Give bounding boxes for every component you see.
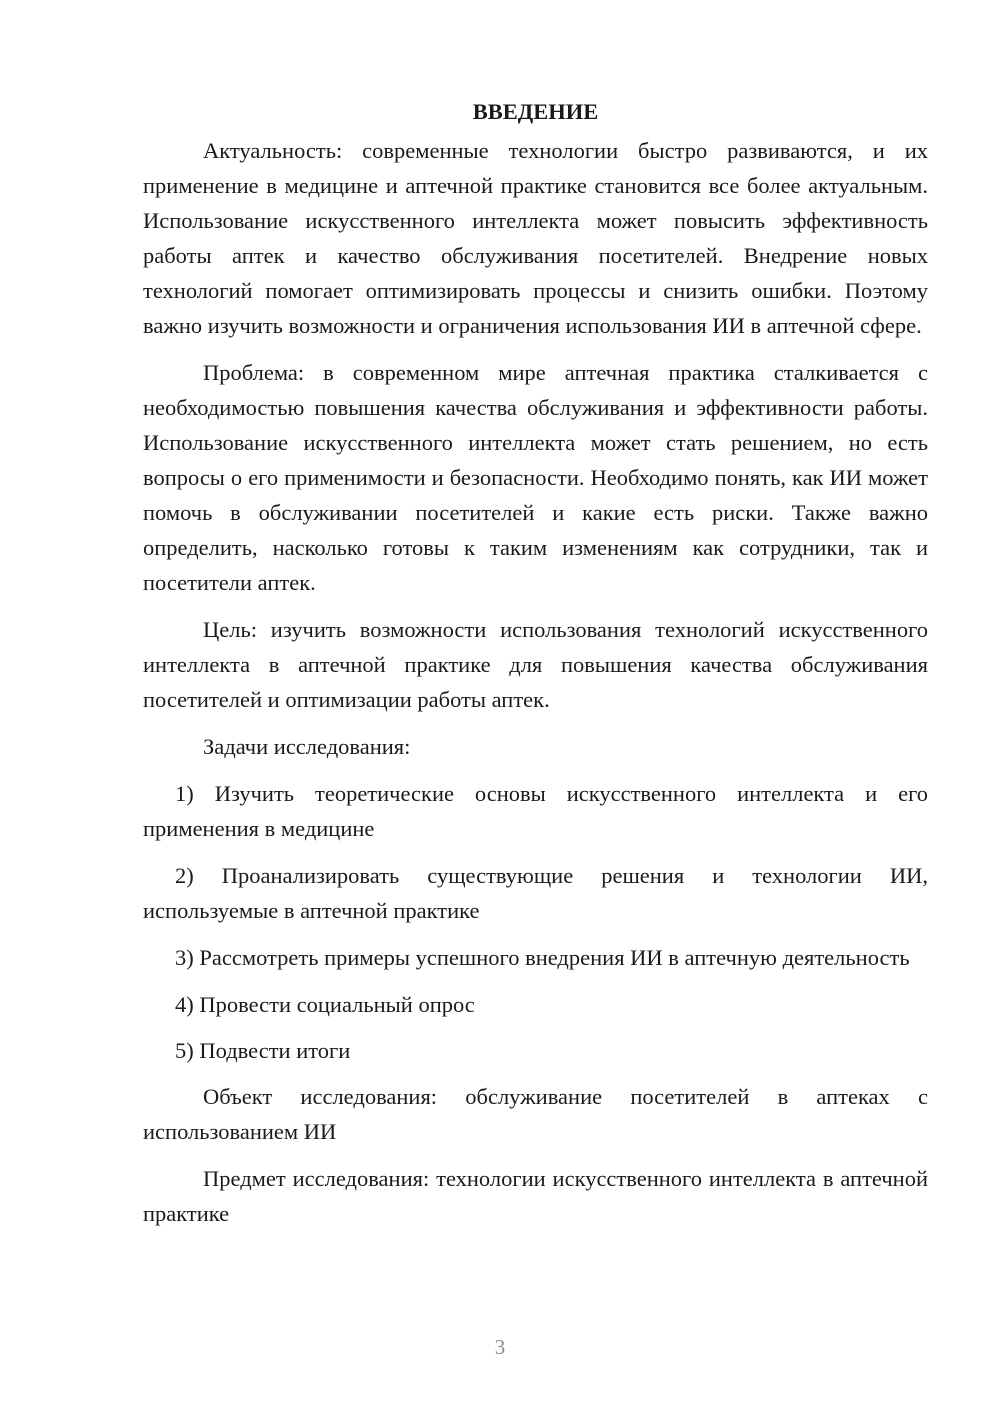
task-item-1: 1) Изучить теоретические основы искусственного интеллекта и его применения в медицине [143, 781, 928, 841]
task-item-5: 5) Подвести итоги [175, 1038, 351, 1063]
paragraph-goal: Цель: изучить возможности использования технологий искусственного интеллекта в аптечной практике для повышения качества обслуживания посетителей и оптимизации работы аптек. [143, 617, 928, 712]
paragraph-relevance: Актуальность: современные технологии быстро развиваются, и их применение в медицине и аптечной практике становится все более актуальным. Использование искусственного интеллекта может повысить эффективность работы аптек и качество обслуживания посетителей. Внедрение новых технологий помогает оптимизировать процессы и снизить ошибки. Поэтому важно изучить возможности и ограничения использования ИИ в аптечной сфере. [143, 138, 928, 338]
page-number: 3 [494, 1335, 506, 1359]
paragraph-problem: Проблема: в современном мире аптечная практика сталкивается с необходимостью повышения качества обслуживания и эффективности работы. Использование искусственного интеллекта может стать решением, но есть вопросы о его применимости и безопасности. Необходимо понять, как ИИ может помочь в обслуживании посетителей и какие есть риски. Также важно определить, насколько готовы к таким изменениям как сотрудники, так и посетители аптек. [143, 360, 928, 595]
task-item-3: 3) Рассмотреть примеры успешного внедрения ИИ в аптечную деятельность [175, 945, 910, 970]
paragraph-subject: Предмет исследования: технологии искусственного интеллекта в аптечной практике [143, 1166, 928, 1226]
page-content [143, 94, 928, 1231]
section-title: ВВЕДЕНИЕ [472, 99, 599, 124]
task-item-4: 4) Провести социальный опрос [175, 992, 475, 1017]
task-item-2: 2) Проанализировать существующие решения и технологии ИИ, используемые в аптечной практике [143, 863, 928, 923]
paragraph-object: Объект исследования: обслуживание посетителей в аптеках с использованием ИИ [143, 1084, 928, 1144]
tasks-heading: Задачи исследования: [203, 734, 411, 759]
